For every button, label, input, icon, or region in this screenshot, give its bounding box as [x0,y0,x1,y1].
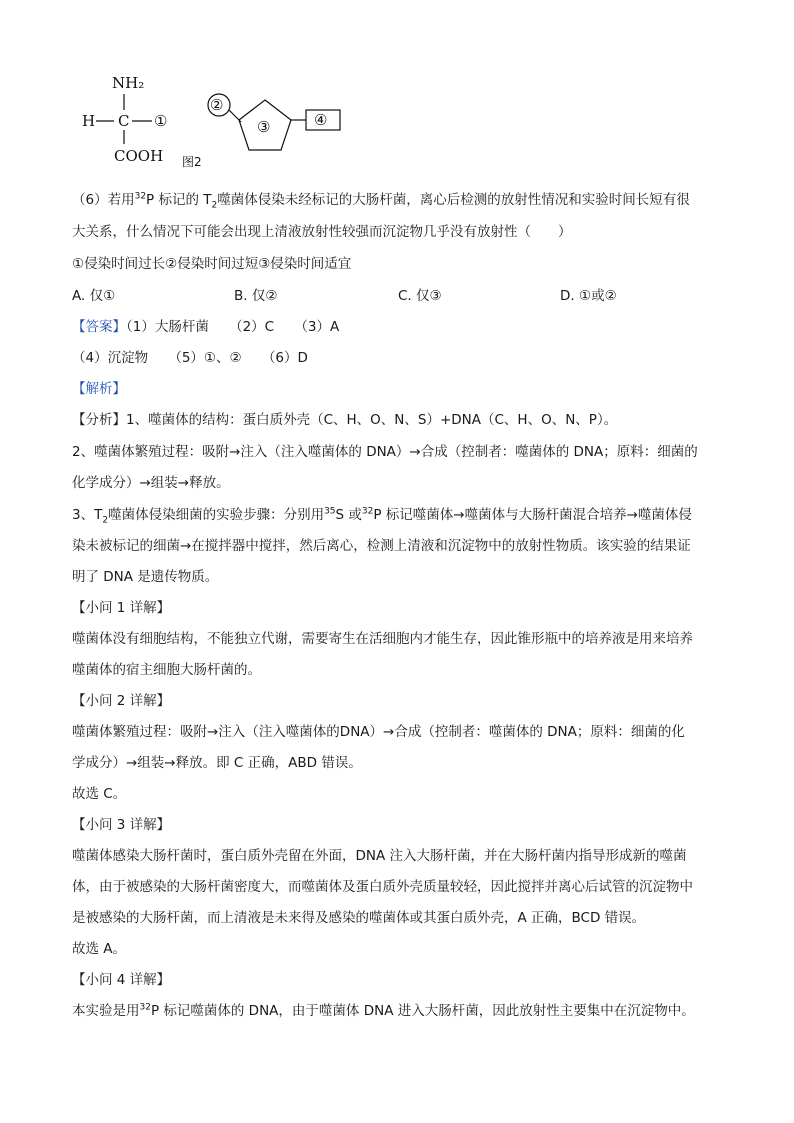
sub4-a: 本实验是用$^{32}$P 标记噬菌体的 DNA，由于噬菌体 DNA 进入大肠杆菌，因此放射性主要集中在沉淀物中。 [72,1002,695,1019]
analysis-p1: 【分析】1、噬菌体的结构：蛋白质外壳（C、H、O、N、S）+DNA（C、H、O、N、P）。 [72,412,618,428]
sub1-title: 【小问 1 详解】 [72,600,171,616]
label-2: ② [210,96,224,114]
sub2-b: 学成分）→组装→释放。即 C 正确，ABD 错误。 [72,755,362,771]
option-d: D. ①或② [560,288,617,304]
answer-tag: 【答案】 [72,319,126,335]
analysis-tag: 【解析】 [72,381,126,397]
analysis-p3-c: 明了 DNA 是遗传物质。 [72,569,219,585]
option-c: C. 仅③ [398,288,442,304]
q6-line-2: 大关系，什么情况下可能会出现上清液放射性较强而沉淀物几乎没有放射性（ ） [72,224,572,240]
analysis-p3-b: 染未被标记的细菌→在搅拌器中搅拌，然后离心，检测上清液和沉淀物中的放射性物质。该实验的结果证 [72,538,691,554]
analysis-p3-a: 3、$T_2$噬菌体侵染细菌的实验步骤：分别用$^{35}$S 或$^{32}$P 标记噬菌体→噬菌体与大肠杆菌混合培养→噬菌体侵 [72,506,692,526]
nh2-label: NH₂ [112,74,145,92]
q6-line-3: ①侵染时间过长②侵染时间过短③侵染时间适宜 [72,256,352,272]
sub3-title: 【小问 3 详解】 [72,817,171,833]
c-label: C [118,112,130,130]
label-1: ① [154,112,168,130]
sub1-a: 噬菌体没有细胞结构，不能独立代谢，需要寄生在活细胞内才能生存，因此锥形瓶中的培养液是用来培养 [72,631,693,647]
label-4: ④ [314,111,328,129]
analysis-p2-b: 化学成分）→组装→释放。 [72,475,230,491]
h-label: H [82,112,96,130]
sub3-b: 体，由于被感染的大肠杆菌密度大，而噬菌体及蛋白质外壳质量较轻，因此搅拌并离心后试管的沉淀物中 [72,879,693,895]
sub3-d: 故选 A。 [72,941,127,957]
analysis-p2-a: 2、噬菌体繁殖过程：吸附→注入（注入噬菌体的 DNA）→合成（控制者：噬菌体的 DNA；原料：细菌的 [72,444,698,460]
cooh-label: COOH [114,147,164,165]
label-3: ③ [257,118,271,136]
answer-line-1: 【答案】（1）大肠杆菌 （2）C （3）A [72,319,340,335]
sub1-b: 噬菌体的宿主细胞大肠杆菌的。 [72,662,261,678]
option-b: B. 仅② [234,288,278,304]
sub2-title: 【小问 2 详解】 [72,693,171,709]
sub4-title: 【小问 4 详解】 [72,972,171,988]
sub3-c: 是被感染的大肠杆菌，而上清液是未来得及感染的噬菌体或其蛋白质外壳，A 正确，BCD 错误。 [72,910,646,926]
option-a: A. 仅① [72,288,116,304]
figure-caption: 图2 [182,155,202,169]
q6-line-1: （6）若用$^{32}$P 标记的 $T_2$噬菌体侵染未经标记的大肠杆菌，离心后检测的放射性情况和实验时间长短有很 [72,191,690,211]
structure-figure [78,68,378,176]
q6-options [72,286,732,306]
answer-line-2: （4）沉淀物 （5）①、② （6）D [72,350,308,366]
sub3-a: 噬菌体感染大肠杆菌时，蛋白质外壳留在外面，DNA 注入大肠杆菌，并在大肠杆菌内指导形成新的噬菌 [72,848,687,864]
sub2-a: 噬菌体繁殖过程：吸附→注入（注入噬菌体的DNA）→合成（控制者：噬菌体的 DNA；原料：细菌的化 [72,724,685,740]
sub2-c: 故选 C。 [72,786,127,802]
